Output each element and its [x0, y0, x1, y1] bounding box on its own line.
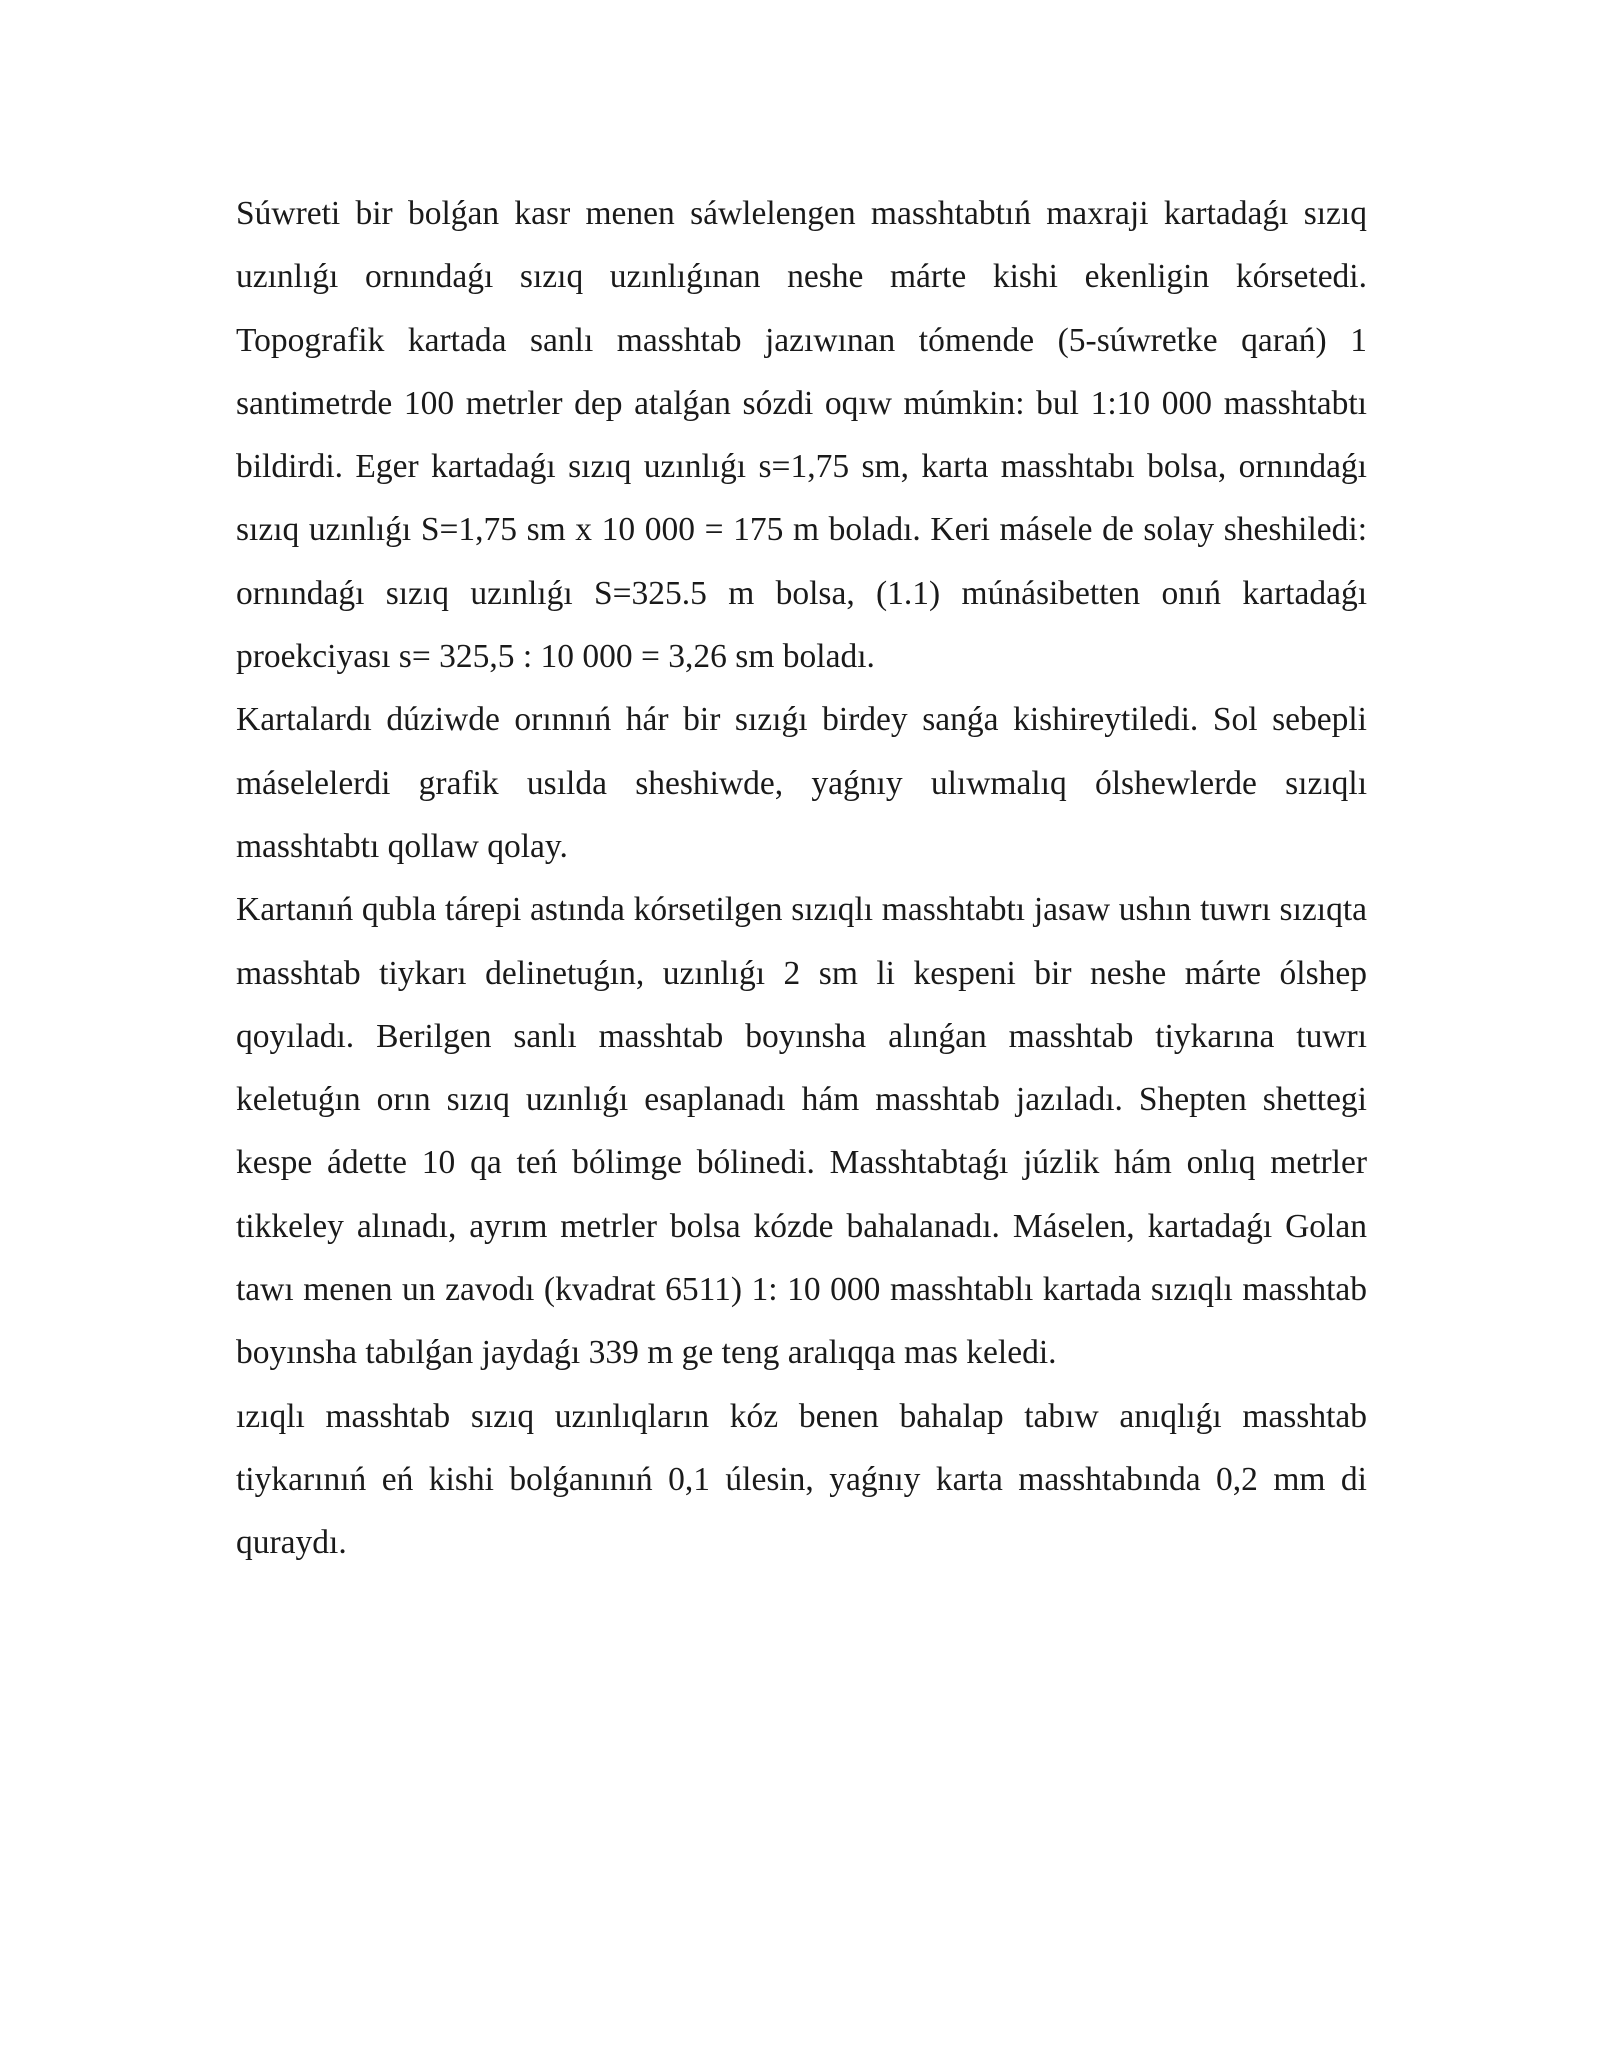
- paragraph-scale-accuracy: ızıqlı masshtab sızıq uzınlıqların kóz benen bahalap tabıw anıqlıǵı masshtab tiykarınıń eń kishi bolǵanınıń 0,1 úlesin, yaǵnıy karta masshtabında 0,2 mm di quraydı.: [236, 1397, 1367, 1562]
- paragraph-scale-denominator: Súwreti bir bolǵan kasr menen sáwlelengen masshtabtıń maxraji kartadaǵı sızıq uzınlıǵı ornındaǵı sızıq uzınlıǵınan neshe márte kishi ekenligin kórsetedi. Topografik kartada sanlı masshtab jazıwınan tómende (5-súwretke qarań) 1 santimetrde 100 metrler dep atalǵan sózdi oqıw múmkin: bul 1:10 000 masshtabtı bildirdi. Eger kartadaǵı sızıq uzınlıǵı s=1,75 sm, karta masshtabı bolsa, ornındaǵı sızıq uzınlıǵı S=1,75 sm x 10 000 = 175 m boladı. Keri másele de solay sheshiledi: ornındaǵı sızıq uzınlıǵı S=325.5 m bolsa, (1.1) múnásibetten onıń kartadaǵı proekciyası s= 325,5 : 10 000 = 3,26 sm boladı.: [236, 195, 1367, 676]
- document-body: [236, 182, 1367, 1575]
- paragraph-linear-scale-construction: Kartanıń qubla tárepi astında kórsetilgen sızıqlı masshtabtı jasaw ushın tuwrı sızıqta masshtab tiykarı delinetuǵın, uzınlıǵı 2 sm li kespeni bir neshe márte ólshep qoyıladı. Berilgen sanlı masshtab boyınsha alınǵan masshtab tiykarına tuwrı keletuǵın orın sızıq uzınlıǵı esaplanadı hám masshtab jazıladı. Shepten shettegi kespe ádette 10 qa teń bólimge bólinedi. Masshtabtaǵı júzlik hám onlıq metrler tikkeley alınadı, ayrım metrler bolsa kózde bahalanadı. Máselen, kartadaǵı Golan tawı menen un zavodı (kvadrat 6511) 1: 10 000 masshtablı kartada sızıqlı masshtab boyınsha tabılǵan jaydaǵı 339 m ge teng aralıqqa mas keledi.: [236, 891, 1367, 1372]
- paragraph-map-reduction: Kartalardı dúziwde orınnıń hár bir sızıǵı birdey sanǵa kishireytiledi. Sol sebepli máselelerdi grafik usılda sheshiwde, yaǵnıy ulıwmalıq ólshewlerde sızıqlı masshtabtı qollaw qolay.: [236, 701, 1367, 865]
